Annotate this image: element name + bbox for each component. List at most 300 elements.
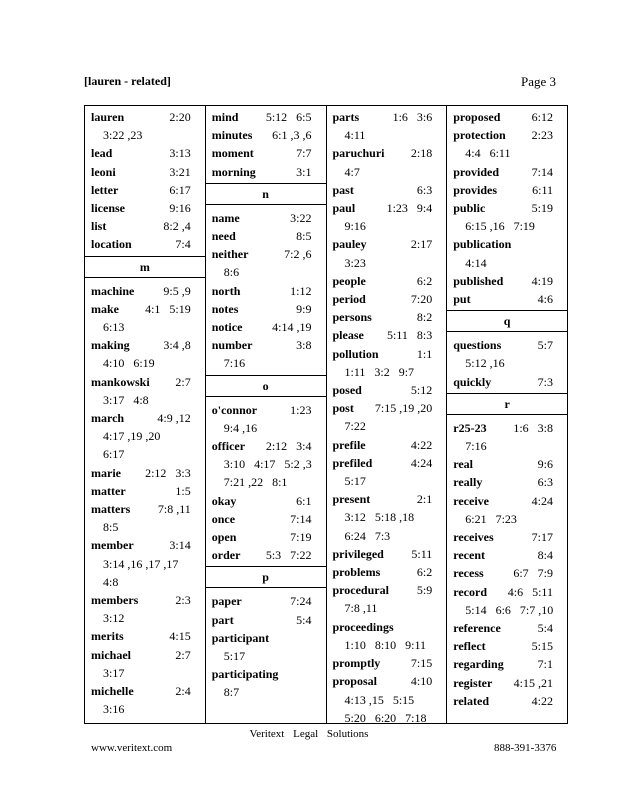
index-term: make	[91, 301, 119, 316]
index-term: public	[453, 201, 486, 216]
page-line-reference: 7:15 ,19 ,20	[374, 401, 433, 416]
page-line-reference: 6:7 7:9	[513, 566, 553, 581]
index-term: michelle	[91, 684, 134, 699]
page-line-reference: 4:19	[531, 273, 553, 288]
index-entry	[206, 336, 326, 372]
page-line-reference: 6:3	[416, 182, 433, 197]
index-entry	[206, 629, 326, 665]
index-entry	[447, 108, 567, 126]
entry-first-line	[212, 282, 326, 300]
index-term: published	[453, 273, 504, 288]
index-entry	[327, 618, 447, 654]
page-line-reference: 3:10 4:17 5:2 ,3	[223, 457, 312, 472]
entry-first-line	[212, 401, 326, 419]
page-line-reference: 5:17	[344, 474, 366, 489]
index-term: part	[211, 612, 234, 627]
page-line-reference: 8:6	[223, 265, 240, 280]
page-line-reference: 2:18	[410, 146, 433, 161]
index-entry	[85, 336, 205, 372]
page-line-reference: 6:24 7:3	[344, 528, 391, 543]
index-entry	[327, 108, 447, 144]
index-entry	[85, 144, 205, 162]
page-line-reference: 4:4 6:11	[465, 146, 511, 161]
page-line-reference: 2:20	[169, 110, 191, 124]
entry-first-line	[453, 692, 567, 710]
entry-first-line	[91, 144, 205, 162]
page-line-reference: 7:2 ,6	[284, 247, 312, 262]
index-term: quickly	[453, 374, 492, 389]
entry-first-line	[453, 528, 567, 546]
index-term: letter	[91, 182, 119, 197]
page-line-reference: 7:24	[290, 594, 312, 609]
index-term: marie	[91, 465, 121, 480]
page-line-reference: 2:1	[416, 492, 433, 507]
index-term: officer	[211, 439, 246, 454]
index-term: really	[453, 475, 483, 490]
index-entry	[206, 611, 326, 629]
page-line-reference: 3:21	[169, 164, 191, 179]
entry-first-line	[212, 245, 326, 263]
index-term: paul	[332, 201, 356, 216]
entry-first-line	[91, 536, 205, 554]
index-term: post	[332, 401, 354, 416]
section-letter-heading: m	[85, 256, 205, 278]
page-line-reference: 4:22	[410, 437, 433, 452]
index-entry	[327, 399, 447, 435]
entry-first-line	[91, 500, 205, 518]
page-line-reference: 4:17 ,19 ,20	[103, 429, 161, 444]
page-line-reference: 4:14	[465, 255, 487, 270]
entry-first-line	[212, 665, 326, 683]
index-entry	[327, 654, 447, 672]
entry-first-line	[212, 108, 326, 126]
index-term: list	[91, 219, 107, 234]
index-entry	[447, 272, 567, 290]
page-line-reference: 7:21 ,22 8:1	[223, 475, 288, 490]
index-term: posed	[332, 383, 362, 398]
index-entry	[206, 528, 326, 546]
entry-first-line	[333, 345, 447, 363]
entry-first-line	[91, 409, 205, 427]
index-term: number	[211, 338, 253, 353]
index-entry	[206, 401, 326, 437]
index-entry	[85, 282, 205, 300]
page-line-reference: 5:14 6:6 7:7 ,10	[465, 602, 554, 617]
page-line-reference: 5:11	[411, 546, 433, 561]
page-line-reference: 5:15	[531, 639, 553, 654]
entry-first-line	[453, 564, 567, 582]
page-line-reference: 2:7	[175, 374, 191, 389]
index-term: recent	[453, 548, 486, 563]
entry-first-line	[453, 108, 567, 126]
index-entry	[447, 419, 567, 455]
entry-first-line	[453, 181, 567, 199]
page-line-reference: 2:12 3:4	[265, 439, 312, 454]
entry-first-line	[212, 209, 326, 227]
index-entry	[85, 300, 205, 336]
page-line-reference: 2:3	[175, 593, 191, 608]
page-line-reference: 3:1	[296, 164, 312, 179]
index-term: lauren	[91, 110, 125, 124]
page-line-reference: 7:15	[410, 656, 433, 671]
index-entry	[85, 682, 205, 718]
index-term: proposed	[453, 110, 501, 124]
index-entry	[447, 235, 567, 271]
entry-first-line	[91, 108, 205, 126]
index-entry	[327, 581, 447, 617]
index-entry	[327, 199, 447, 235]
page-line-reference: 5:12 ,16	[465, 356, 505, 371]
page-line-reference: 6:15 ,16 7:19	[465, 219, 535, 234]
index-term: promptly	[332, 656, 381, 671]
index-term: receives	[453, 530, 494, 545]
page-line-reference: 6:11	[532, 182, 553, 197]
page-line-reference: 3:13	[169, 146, 191, 161]
section-letter-heading: o	[206, 375, 326, 397]
entry-first-line	[453, 235, 567, 253]
index-entry	[206, 492, 326, 510]
entry-first-line	[333, 490, 447, 508]
index-entry	[327, 545, 447, 563]
index-term: period	[332, 292, 366, 307]
page-line-reference: 3:12 5:18 ,18	[344, 510, 415, 525]
index-entry	[85, 163, 205, 181]
page-line-reference: 1:11 3:2 9:7	[344, 364, 415, 379]
page-line-reference: 2:17	[410, 237, 433, 252]
index-entry	[447, 181, 567, 199]
page-line-reference: 6:3	[537, 475, 553, 490]
index-term: michael	[91, 647, 131, 662]
index-term: privileged	[332, 546, 384, 561]
index-term: present	[332, 492, 371, 507]
index-entry	[327, 144, 447, 180]
index-term: problems	[332, 565, 381, 580]
index-term: related	[453, 693, 490, 708]
page-line-reference: 7:7	[296, 146, 312, 161]
index-entry	[85, 108, 205, 144]
entry-first-line	[91, 217, 205, 235]
entry-first-line	[453, 583, 567, 601]
index-entry	[327, 436, 447, 454]
index-term: neither	[211, 247, 249, 262]
page-line-reference: 7:19	[290, 530, 312, 545]
index-entry	[206, 108, 326, 126]
page-line-reference: 2:12 3:3	[145, 465, 191, 480]
index-entry	[447, 674, 567, 692]
index-entry	[206, 282, 326, 300]
index-term: machine	[91, 283, 135, 298]
entry-first-line	[453, 163, 567, 181]
page-line-reference: 5:7	[537, 338, 553, 353]
page-line-reference: 4:10	[410, 674, 433, 689]
page-line-reference: 1:12	[290, 283, 312, 298]
index-entry	[85, 409, 205, 464]
entry-first-line	[91, 235, 205, 253]
index-entry	[327, 381, 447, 399]
page-line-reference: 6:1 ,3 ,6	[272, 128, 312, 143]
index-term: need	[211, 229, 236, 244]
page-line-reference: 8:4	[537, 548, 553, 563]
page-line-reference: 7:16	[465, 439, 487, 454]
page-line-reference: 4:24	[531, 493, 553, 508]
page-line-reference: 1:23 9:4	[386, 201, 433, 216]
page-line-reference: 7:20	[410, 292, 433, 307]
index-term: questions	[453, 338, 502, 353]
index-term: pauley	[332, 237, 367, 252]
section-letter-heading: r	[447, 393, 567, 415]
index-term: mind	[211, 110, 239, 124]
index-entry	[447, 492, 567, 528]
entry-first-line	[212, 300, 326, 318]
page-line-reference: 3:8	[296, 338, 312, 353]
index-entry	[206, 126, 326, 144]
index-term: proceedings	[332, 619, 394, 634]
entry-first-line	[333, 272, 447, 290]
index-term: provided	[453, 164, 500, 179]
index-term: mankowski	[91, 374, 150, 389]
index-column-4	[447, 106, 567, 723]
page-line-reference: 4:11	[344, 128, 366, 143]
index-entry	[206, 510, 326, 528]
index-term: license	[91, 201, 125, 216]
page-line-reference: 5:4	[296, 612, 312, 627]
entry-first-line	[91, 282, 205, 300]
index-entry	[447, 373, 567, 391]
index-term: prefiled	[332, 455, 373, 470]
entry-first-line	[453, 290, 567, 308]
page-line-reference: 5:4	[537, 621, 553, 636]
page-line-reference: 3:17 4:8	[103, 392, 149, 407]
index-entry	[327, 345, 447, 381]
entry-first-line	[333, 581, 447, 599]
entry-first-line	[333, 235, 447, 253]
index-term: march	[91, 411, 125, 426]
index-range-header: [lauren - related]	[84, 74, 171, 88]
index-entry	[447, 564, 567, 582]
entry-first-line	[212, 437, 326, 455]
index-term: making	[91, 338, 130, 353]
index-term: notice	[211, 320, 243, 335]
entry-first-line	[212, 510, 326, 528]
index-term: protection	[453, 128, 506, 143]
index-entry	[85, 536, 205, 591]
index-term: minutes	[211, 128, 253, 143]
index-entry	[447, 290, 567, 308]
entry-first-line	[453, 619, 567, 637]
page-line-reference: 4:14 ,19	[272, 320, 312, 335]
entry-first-line	[212, 318, 326, 336]
page-line-reference: 4:10 6:19	[103, 356, 155, 371]
page-line-reference: 7:16	[223, 356, 246, 371]
section-letter-heading: q	[447, 310, 567, 332]
index-term: matters	[91, 502, 131, 517]
index-term: parts	[332, 110, 360, 124]
page-line-reference: 5:11 8:3	[387, 328, 433, 343]
entry-first-line	[212, 528, 326, 546]
index-term: once	[211, 511, 236, 526]
entry-first-line	[333, 545, 447, 563]
page-line-reference: 6:21 7:23	[465, 511, 517, 526]
page-line-reference: 7:17	[531, 530, 553, 545]
index-term: register	[453, 675, 493, 690]
index-term: location	[91, 237, 132, 252]
page-line-reference: 1:5	[175, 483, 191, 498]
page-line-reference: 5:19	[531, 201, 553, 216]
entry-first-line	[212, 144, 326, 162]
page-line-reference: 4:8	[103, 574, 119, 589]
page-line-reference: 9:4 ,16	[223, 420, 258, 435]
index-entry	[206, 144, 326, 162]
index-entry	[206, 245, 326, 281]
index-term: o'connor	[211, 402, 258, 417]
index-entry	[447, 619, 567, 637]
index-entry	[327, 326, 447, 344]
page-line-reference: 6:17	[103, 447, 125, 462]
entry-first-line	[453, 546, 567, 564]
index-term: pollution	[332, 346, 379, 361]
footer-website: www.veritext.com	[91, 742, 173, 754]
index-entry	[206, 209, 326, 227]
index-term: matter	[91, 483, 126, 498]
index-entry	[85, 199, 205, 217]
entry-first-line	[453, 419, 567, 437]
index-entry	[206, 665, 326, 701]
entry-first-line	[212, 163, 326, 181]
entry-first-line	[91, 482, 205, 500]
index-term: real	[453, 457, 474, 472]
index-term: moment	[211, 146, 254, 161]
index-term: member	[91, 538, 134, 553]
index-term: procedural	[332, 583, 389, 598]
page-line-reference: 1:1	[416, 346, 433, 361]
page-line-reference: 5:17	[223, 649, 246, 664]
index-entry	[327, 563, 447, 581]
index-column-3	[327, 106, 448, 723]
footer-company: Veritext Legal Solutions	[249, 728, 369, 740]
page-line-reference: 2:4	[175, 684, 191, 699]
entry-first-line	[333, 618, 447, 636]
index-entry	[85, 482, 205, 500]
index-term: participant	[211, 630, 270, 645]
index-term: members	[91, 593, 139, 608]
page-line-reference: 9:16	[169, 201, 191, 216]
index-entry	[447, 528, 567, 546]
word-index-grid	[84, 105, 568, 724]
entry-first-line	[333, 672, 447, 690]
page-line-reference: 3:14	[169, 538, 191, 553]
index-term: merits	[91, 629, 124, 644]
entry-first-line	[333, 144, 447, 162]
page-line-reference: 7:4	[175, 237, 191, 252]
index-term: open	[211, 530, 237, 545]
page-line-reference: 5:9	[416, 583, 433, 598]
index-entry	[206, 163, 326, 181]
index-entry	[85, 181, 205, 199]
page-line-reference: 4:22	[531, 693, 553, 708]
index-column-1	[85, 106, 206, 723]
index-term: paper	[211, 594, 242, 609]
index-entry	[85, 464, 205, 482]
entry-first-line	[333, 436, 447, 454]
index-entry	[447, 473, 567, 491]
index-term: people	[332, 273, 366, 288]
page-line-reference: 4:6	[537, 292, 553, 307]
index-entry	[447, 655, 567, 673]
index-term: notes	[211, 301, 239, 316]
entry-first-line	[212, 336, 326, 354]
page-line-reference: 8:5	[296, 229, 312, 244]
page-line-reference: 6:13	[103, 320, 125, 335]
page-line-reference: 2:23	[531, 128, 553, 143]
page-line-reference: 7:3	[537, 374, 553, 389]
page-line-reference: 4:15 ,21	[513, 675, 553, 690]
entry-first-line	[91, 336, 205, 354]
entry-first-line	[91, 464, 205, 482]
entry-first-line	[333, 308, 447, 326]
index-term: r25-23	[453, 420, 487, 435]
index-term: publication	[453, 237, 512, 252]
entry-first-line	[91, 181, 205, 199]
entry-first-line	[333, 654, 447, 672]
index-term: paruchuri	[332, 146, 385, 161]
index-term: order	[211, 548, 241, 563]
index-term: proposal	[332, 674, 377, 689]
page-line-reference: 6:12	[531, 110, 553, 124]
page-line-reference: 3:22 ,23	[103, 128, 143, 143]
index-column-2	[206, 106, 327, 723]
page-line-reference: 3:17	[103, 665, 125, 680]
entry-first-line	[212, 629, 326, 647]
index-term: regarding	[453, 657, 504, 672]
index-term: receive	[453, 493, 489, 508]
entry-first-line	[453, 373, 567, 391]
entry-first-line	[453, 473, 567, 491]
index-entry	[447, 637, 567, 655]
page-line-reference: 6:1	[296, 493, 312, 508]
page-line-reference: 5:12 6:5	[265, 110, 312, 124]
entry-first-line	[333, 181, 447, 199]
index-term: recess	[453, 566, 484, 581]
entry-first-line	[333, 199, 447, 217]
index-entry	[206, 300, 326, 318]
entry-first-line	[333, 381, 447, 399]
index-entry	[327, 272, 447, 290]
entry-first-line	[453, 199, 567, 217]
page-line-reference: 3:16	[103, 702, 125, 717]
index-entry	[85, 500, 205, 536]
index-term: morning	[211, 164, 256, 179]
entry-first-line	[91, 682, 205, 700]
entry-first-line	[212, 611, 326, 629]
page-line-reference: 7:1	[537, 657, 553, 672]
page-line-reference: 7:14	[531, 164, 553, 179]
index-entry	[206, 437, 326, 492]
page-line-reference: 3:14 ,16 ,17 ,17	[103, 556, 179, 571]
entry-first-line	[212, 227, 326, 245]
page-line-reference: 9:9	[296, 301, 312, 316]
index-entry	[85, 627, 205, 645]
index-entry	[447, 336, 567, 372]
page-line-reference: 9:6	[537, 457, 553, 472]
index-term: provides	[453, 182, 498, 197]
page-line-reference: 4:24	[410, 455, 433, 470]
entry-first-line	[212, 492, 326, 510]
page-line-reference: 3:12	[103, 611, 125, 626]
index-entry	[447, 455, 567, 473]
page-line-reference: 7:14	[290, 511, 312, 526]
entry-first-line	[91, 163, 205, 181]
index-term: okay	[211, 493, 237, 508]
